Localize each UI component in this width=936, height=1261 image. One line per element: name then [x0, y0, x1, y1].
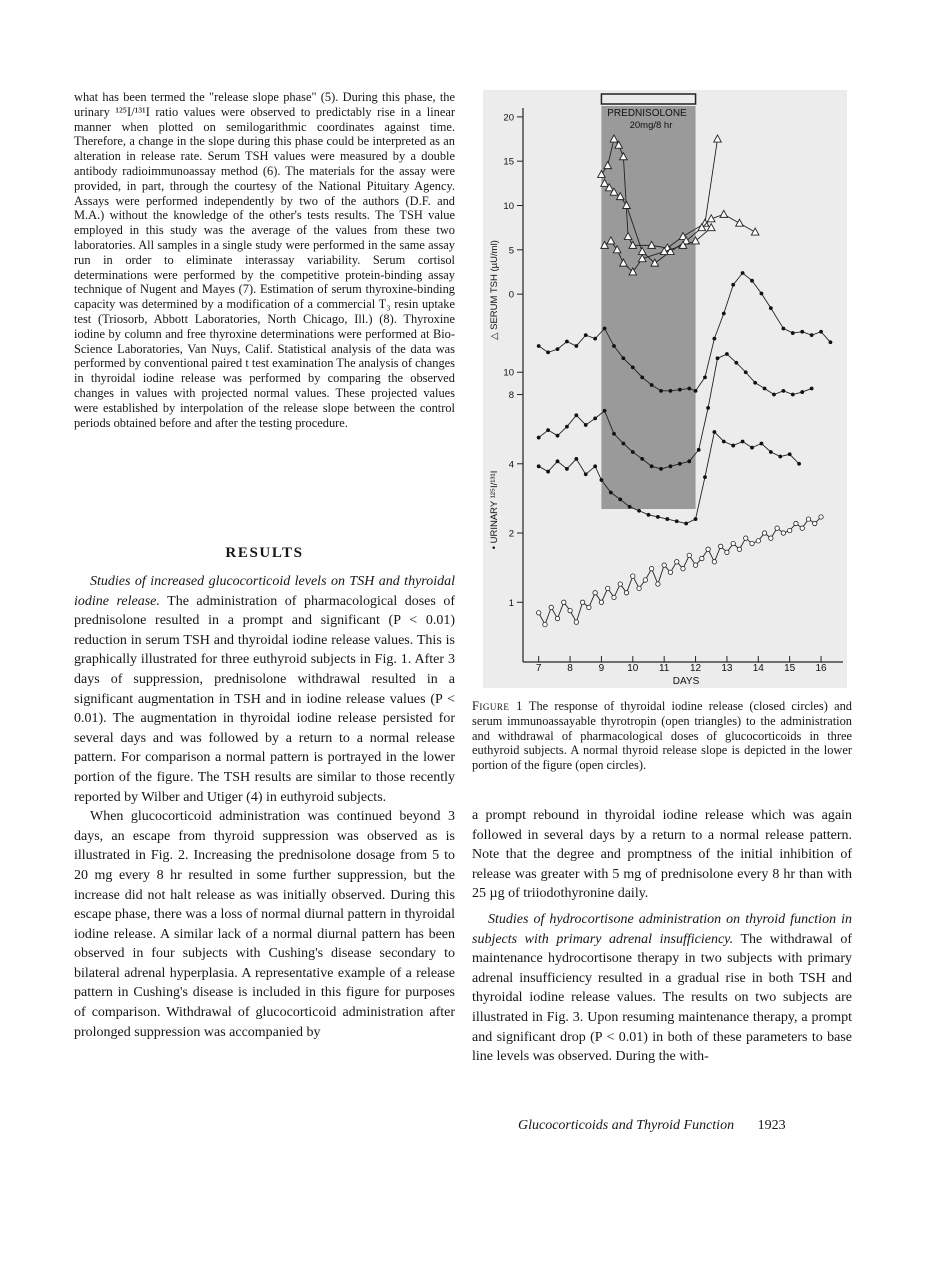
- release-point: [712, 337, 716, 341]
- results-paragraph-1-text: The administration of pharmacological doses of prednisolone resulted in a prompt and significant (P < 0.01) reduction in serum TSH and thyroidal iodine release values. This is graphically illustrated for three euthyroid subjects in Fig. 1. After 3 days of suppression, prednisolone withdrawal resulted in a significant augmentation in TSH and in iodine release values (P < 0.01). The augmentation in thyroidal iodine release persisted for several days and was followed by a return to a normal release pattern. For comparison a normal pattern is portrayed in the lower portion of the figure. The TSH results are similar to those recently reported by Wilber and Utiger (4) in euthyroid subjects.: [74, 593, 456, 805]
- release-point: [584, 423, 588, 427]
- normal-point: [637, 586, 641, 590]
- release-point: [722, 440, 726, 444]
- release-point: [618, 498, 622, 502]
- x-axis-label: DAYS: [672, 676, 700, 687]
- normal-point: [693, 563, 697, 567]
- release-point: [694, 389, 698, 393]
- release-point: [781, 389, 785, 393]
- results-paragraph-1: [74, 572, 455, 807]
- upper-y-tick-label: 15: [503, 156, 514, 168]
- release-point: [546, 470, 550, 474]
- normal-point: [794, 521, 798, 525]
- release-point: [631, 365, 635, 369]
- lower-y-tick-label: 4: [508, 459, 514, 471]
- release-point: [778, 455, 782, 459]
- tsh-point: [720, 210, 728, 217]
- normal-point: [706, 547, 710, 551]
- release-point: [734, 361, 738, 365]
- release-point: [574, 344, 578, 348]
- normal-point: [744, 536, 748, 540]
- normal-point: [662, 563, 666, 567]
- release-point: [612, 344, 616, 348]
- results-paragraph-2: When glucocorticoid administration was continued beyond 3 days, an escape from thyroid suppression was observed as is illustrated in Fig. 2. Increasing the prednisolone dosage from 5 to 20 mg every 8 hr resulted in some further suppression, but the increase did not halt release as was initially observed. During this escape phase, there was a loss of normal diurnal pattern in thyroidal iodine release. A similar lack of a normal diurnal pattern has been observed in four subjects with Cushing's disease secondary to bilateral adrenal hyperplasia. A representative example of a release pattern in Cushing's disease is included in this figure for purposes of comparison. Withdrawal of glucocorticoid administration after prolonged suppression was accompanied by: [74, 809, 455, 1040]
- x-tick-label: 12: [689, 663, 702, 674]
- release-point: [697, 448, 701, 452]
- release-point: [593, 464, 597, 468]
- normal-point: [624, 591, 628, 595]
- upper-y-tick-label: 10: [503, 201, 514, 212]
- release-point: [565, 340, 569, 344]
- normal-point: [712, 560, 716, 564]
- release-point: [706, 406, 710, 410]
- normal-point: [568, 608, 572, 612]
- release-point: [546, 428, 550, 432]
- normal-point: [800, 526, 804, 530]
- normal-point: [543, 622, 547, 626]
- release-point: [731, 283, 735, 287]
- lower-y-tick-label: 8: [508, 390, 514, 402]
- normal-point: [562, 600, 566, 604]
- right-column: [472, 806, 852, 1067]
- release-point: [687, 459, 691, 463]
- release-point: [731, 444, 735, 448]
- release-point: [650, 383, 654, 387]
- figure-1-chart: [483, 90, 847, 688]
- normal-point: [787, 528, 791, 532]
- results-section: [74, 572, 455, 1042]
- normal-point: [649, 566, 653, 570]
- release-point: [647, 513, 651, 517]
- normal-point: [756, 539, 760, 543]
- release-point: [791, 331, 795, 335]
- release-point: [593, 337, 597, 341]
- release-point: [810, 387, 814, 391]
- release-point: [684, 522, 688, 526]
- lower-y-tick-label: 1: [508, 597, 514, 609]
- normal-point: [587, 605, 591, 609]
- release-point: [753, 381, 757, 385]
- hydrocortisone-paragraph: [472, 910, 852, 1067]
- release-point: [725, 352, 729, 356]
- release-point: [716, 356, 720, 360]
- hydrocortisone-subheading: Studies of hydrocortisone administration on thyroid function in subjects with primary adrenal insufficiency.: [472, 911, 852, 947]
- release-point: [556, 459, 560, 463]
- hydrocortisone-text: The withdrawal of maintenance hydrocortisone therapy in two subjects with primary adrenal insufficiency resulted in a gradual rise in both TSH and thyroidal iodine release values. The results on two subjects are illustrated in Fig. 3. Upon resuming maintenance therapy, a prompt and significant drop (P < 0.01) in both of these parameters to base line levels was observed. During the with-: [472, 931, 852, 1065]
- release-point: [703, 375, 707, 379]
- results-heading: RESULTS: [225, 545, 304, 561]
- release-point: [763, 387, 767, 391]
- release-point: [750, 446, 754, 450]
- caption-paragraph: [472, 699, 852, 773]
- release-point: [593, 417, 597, 421]
- normal-point: [687, 553, 691, 557]
- release-point: [640, 457, 644, 461]
- normal-point: [593, 591, 597, 595]
- release-point: [659, 389, 663, 393]
- lower-y-tick-label: 10: [503, 367, 514, 379]
- caption-label: Figure 1: [472, 699, 523, 713]
- x-tick-label: 7: [535, 663, 542, 674]
- release-point: [675, 519, 679, 523]
- release-point: [741, 440, 745, 444]
- release-point: [669, 389, 673, 393]
- lower-y-axis-label: • URINARY ¹²⁵I/¹³¹I: [489, 470, 500, 550]
- upper-y-tick-label: 0: [508, 289, 514, 301]
- release-point: [694, 517, 698, 521]
- x-axis-ticks: [536, 656, 827, 674]
- normal-point: [813, 521, 817, 525]
- normal-point: [819, 515, 823, 519]
- release-point: [760, 292, 764, 296]
- lower-y-tick-label: 2: [508, 528, 514, 540]
- release-point: [637, 509, 641, 513]
- normal-point: [750, 541, 754, 545]
- normal-point: [718, 544, 722, 548]
- series-7: [536, 515, 823, 627]
- release-point: [612, 432, 616, 436]
- prednisolone-dose-label: 20mg/8 hr: [629, 120, 673, 131]
- release-point: [609, 491, 613, 495]
- release-point: [781, 327, 785, 331]
- release-point: [574, 413, 578, 417]
- release-point: [656, 515, 660, 519]
- normal-point: [681, 566, 685, 570]
- figure-caption: [472, 699, 852, 773]
- release-point: [800, 330, 804, 334]
- release-point: [750, 279, 754, 283]
- page-footer: [518, 1118, 786, 1134]
- release-point: [703, 475, 707, 479]
- left-column: [74, 90, 455, 430]
- x-tick-label: 10: [627, 663, 639, 674]
- x-tick-label: 8: [567, 663, 573, 674]
- x-tick-label: 9: [598, 663, 605, 674]
- release-point: [797, 462, 801, 466]
- series-line: [539, 517, 821, 625]
- release-point: [769, 306, 773, 310]
- release-point: [819, 330, 823, 334]
- release-point: [722, 312, 726, 316]
- tsh-point: [751, 228, 759, 235]
- prednisolone-label: PREDNISOLONE: [607, 108, 687, 119]
- normal-point: [618, 582, 622, 586]
- normal-point: [769, 536, 773, 540]
- upper-y-ticks: [503, 112, 523, 300]
- normal-point: [580, 600, 584, 604]
- release-point: [574, 457, 578, 461]
- x-tick-label: 11: [658, 663, 670, 674]
- tsh-point: [714, 135, 722, 142]
- release-point: [678, 462, 682, 466]
- normal-point: [549, 605, 553, 609]
- normal-point: [599, 600, 603, 604]
- release-point: [772, 393, 776, 397]
- normal-point: [725, 550, 729, 554]
- prednisolone-period-box: [601, 106, 695, 509]
- normal-point: [631, 574, 635, 578]
- release-point: [565, 425, 569, 429]
- page-number: 1923: [757, 1118, 786, 1133]
- release-point: [650, 464, 654, 468]
- x-tick-label: 15: [784, 663, 796, 674]
- release-point: [603, 409, 607, 413]
- release-point: [603, 327, 607, 331]
- normal-point: [737, 547, 741, 551]
- release-point: [537, 436, 541, 440]
- release-point: [741, 271, 745, 275]
- release-point: [631, 450, 635, 454]
- release-point: [791, 393, 795, 397]
- release-point: [537, 464, 541, 468]
- normal-point: [762, 531, 766, 535]
- release-point: [628, 505, 632, 509]
- release-point: [678, 388, 682, 392]
- release-point: [687, 387, 691, 391]
- lower-y-ticks: [503, 368, 523, 609]
- x-tick-label: 14: [752, 663, 764, 674]
- x-tick-label: 16: [815, 663, 827, 674]
- normal-point: [668, 570, 672, 574]
- normal-point: [731, 541, 735, 545]
- release-point: [584, 333, 588, 337]
- release-point: [537, 344, 541, 348]
- normal-point: [612, 595, 616, 599]
- caption-text: The response of thyroidal iodine release (closed circles) and serum immunoassayable thyrotropin (open triangles) to the administration and withdrawal of pharmacological doses of glucocorticoids in three euthyroid subjects. A normal thyroid release slope is depicted in the lower portion of the figure (open circles).: [472, 699, 853, 773]
- release-point: [546, 350, 550, 354]
- upper-y-axis-label: △ SERUM TSH (µU/ml): [489, 240, 500, 340]
- release-point: [584, 472, 588, 476]
- release-point: [556, 434, 560, 438]
- release-point: [760, 442, 764, 446]
- release-point: [556, 347, 560, 351]
- release-point: [659, 467, 663, 471]
- normal-point: [656, 582, 660, 586]
- release-point: [665, 517, 669, 521]
- release-point: [600, 478, 604, 482]
- normal-point: [700, 556, 704, 560]
- tsh-point: [707, 224, 715, 231]
- release-point: [788, 452, 792, 456]
- normal-point: [675, 560, 679, 564]
- results-subheading: Studies of increased glucocorticoid levels on TSH and thyroidal iodine release.: [74, 574, 455, 609]
- normal-point: [574, 620, 578, 624]
- normal-point: [781, 531, 785, 535]
- normal-point: [806, 517, 810, 521]
- upper-y-tick-label: 5: [508, 245, 514, 257]
- normal-point: [555, 616, 559, 620]
- upper-y-tick-label: 20: [503, 112, 514, 124]
- release-point: [565, 467, 569, 471]
- methods-paragraph: what has been termed the "release slope phase" (5). During this phase, the urinary ¹²⁵I/¹³¹I ratio values were observed to predictably rise in a linear manner when plotted on semilogarithmic coordinates against time. Therefore, a change in the slope during this phase could be interpreted as an alteration in release rate. Serum TSH values were measured by a double antibody radioimmunoassay method (6). The materials for the assay were provided, in part, through the courtesy of the National Pituitary Agency. Assays were performed independently by two of the authors (D.F. and M.A.) without the knowledge of the other's tests results. The TSH value employed in this study was the average of the values from these two laboratories. All samples in a single study were performed in the same assay run in order to eliminate interassay variability. Serum cortisol determinations were performed by the competitive protein-binding assay technique of Nugent and Mayes (7). Estimation of serum thyroxine-binding capacity was determined by a modification of a commercial T₃ resin uptake test (Triosorb, Abbott Laboratories, North Chicago, Ill.) (8). Thyroxine iodine by column and free thyroxine determinations were performed at Bio-Science Laboratories, Van Nuys, Calif. Statistical analysis of the data was performed by conventional paired t test examination The analysis of changes in thyroidal iodine release was performed by comparing the observed changes in values with projected normal values. These projected values were established by interpolation of the release slope between the control periods obtained before and after the testing procedure.: [74, 90, 456, 430]
- release-point: [800, 390, 804, 394]
- release-point: [810, 333, 814, 337]
- x-tick-label: 13: [721, 663, 733, 674]
- release-point: [621, 356, 625, 360]
- release-point: [640, 375, 644, 379]
- release-point: [712, 430, 716, 434]
- running-title: Glucocorticoids and Thyroid Function: [518, 1118, 735, 1133]
- normal-point: [775, 526, 779, 530]
- tsh-point: [736, 219, 744, 226]
- release-point: [621, 442, 625, 446]
- release-point: [669, 464, 673, 468]
- normal-point: [536, 611, 540, 615]
- prednisolone-bracket: [601, 94, 695, 104]
- figure-1: [483, 90, 847, 688]
- normal-point: [643, 578, 647, 582]
- continued-paragraph: a prompt rebound in thyroidal iodine release which was again followed in several days by a return to a normal release pattern. Note that the degree and promptness of the initial inhibition of release was greater with 5 mg of prednisolone every 8 hr than with 25 µg of triiodothyronine daily.: [472, 808, 852, 902]
- release-point: [744, 370, 748, 374]
- release-point: [769, 450, 773, 454]
- normal-point: [606, 586, 610, 590]
- release-point: [829, 340, 833, 344]
